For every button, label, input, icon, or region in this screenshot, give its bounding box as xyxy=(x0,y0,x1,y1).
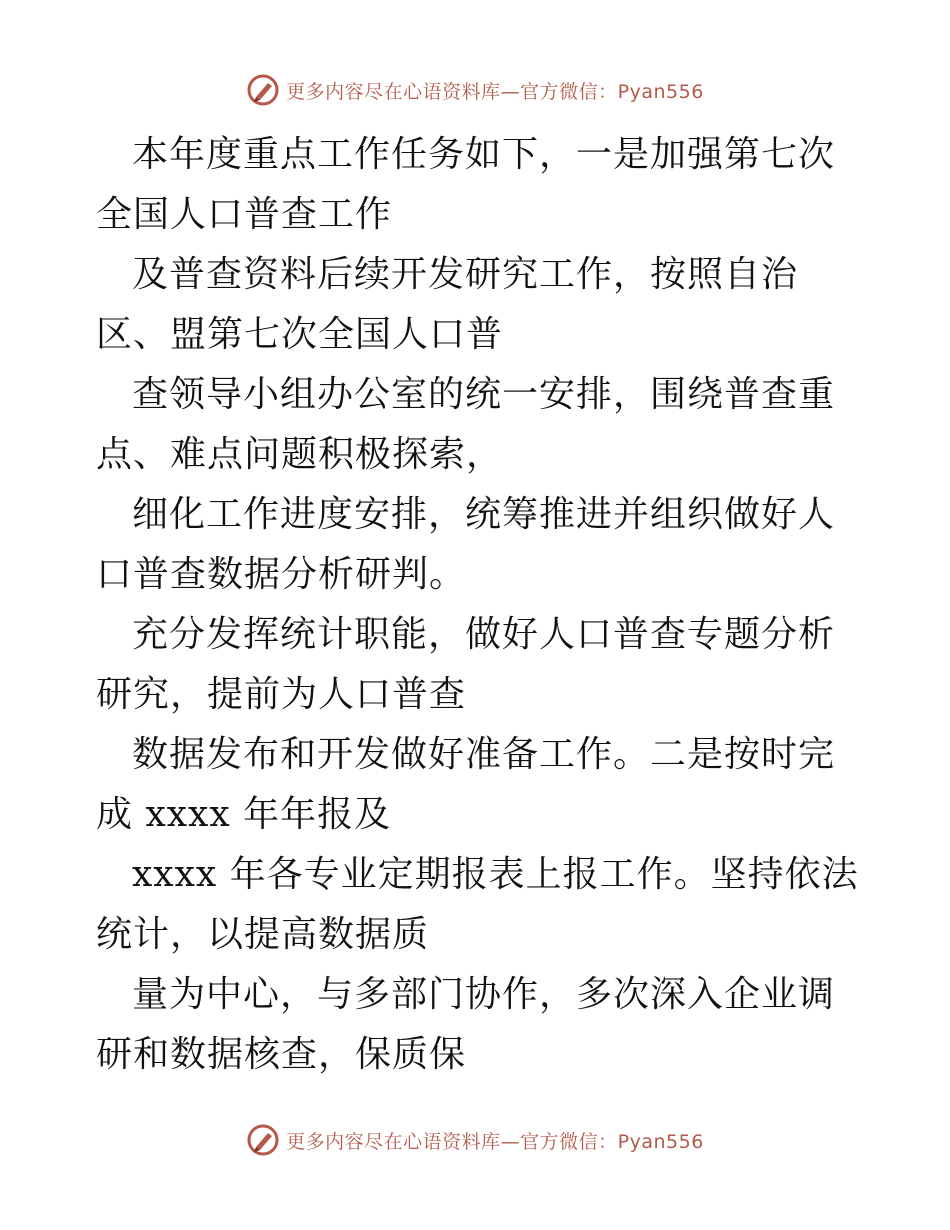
watermark-text: 更多内容尽在心语资料库—官方微信：Pyan556 xyxy=(286,80,704,103)
paragraph: xxxx 年各专业定期报表上报工作。坚持依法统计，以提高数据质 xyxy=(96,854,859,955)
watermark-header xyxy=(0,70,950,110)
paragraph: 本年度重点工作任务如下，一是加强第七次全国人口普查工作 xyxy=(96,134,836,235)
paragraph: 及普查资料后续开发研究工作，按照自治区、盟第七次全国人口普 xyxy=(96,254,799,355)
pen-logo-icon xyxy=(246,1123,280,1157)
paragraph: 细化工作进度安排，统筹推进并组织做好人口普查数据分析研判。 xyxy=(96,494,836,595)
document-body xyxy=(96,125,866,1085)
paragraph: 查领导小组办公室的统一安排，围绕普查重点、难点问题积极探索， xyxy=(96,374,836,475)
pen-logo-icon xyxy=(246,73,280,107)
watermark-footer xyxy=(0,1120,950,1160)
paragraph: 数据发布和开发做好准备工作。二是按时完成 xxxx 年年报及 xyxy=(96,734,836,835)
watermark-text: 更多内容尽在心语资料库—官方微信：Pyan556 xyxy=(286,1130,704,1153)
paragraph: 量为中心，与多部门协作，多次深入企业调研和数据核查，保质保 xyxy=(96,974,836,1075)
paragraph: 充分发挥统计职能，做好人口普查专题分析研究，提前为人口普查 xyxy=(96,614,836,715)
